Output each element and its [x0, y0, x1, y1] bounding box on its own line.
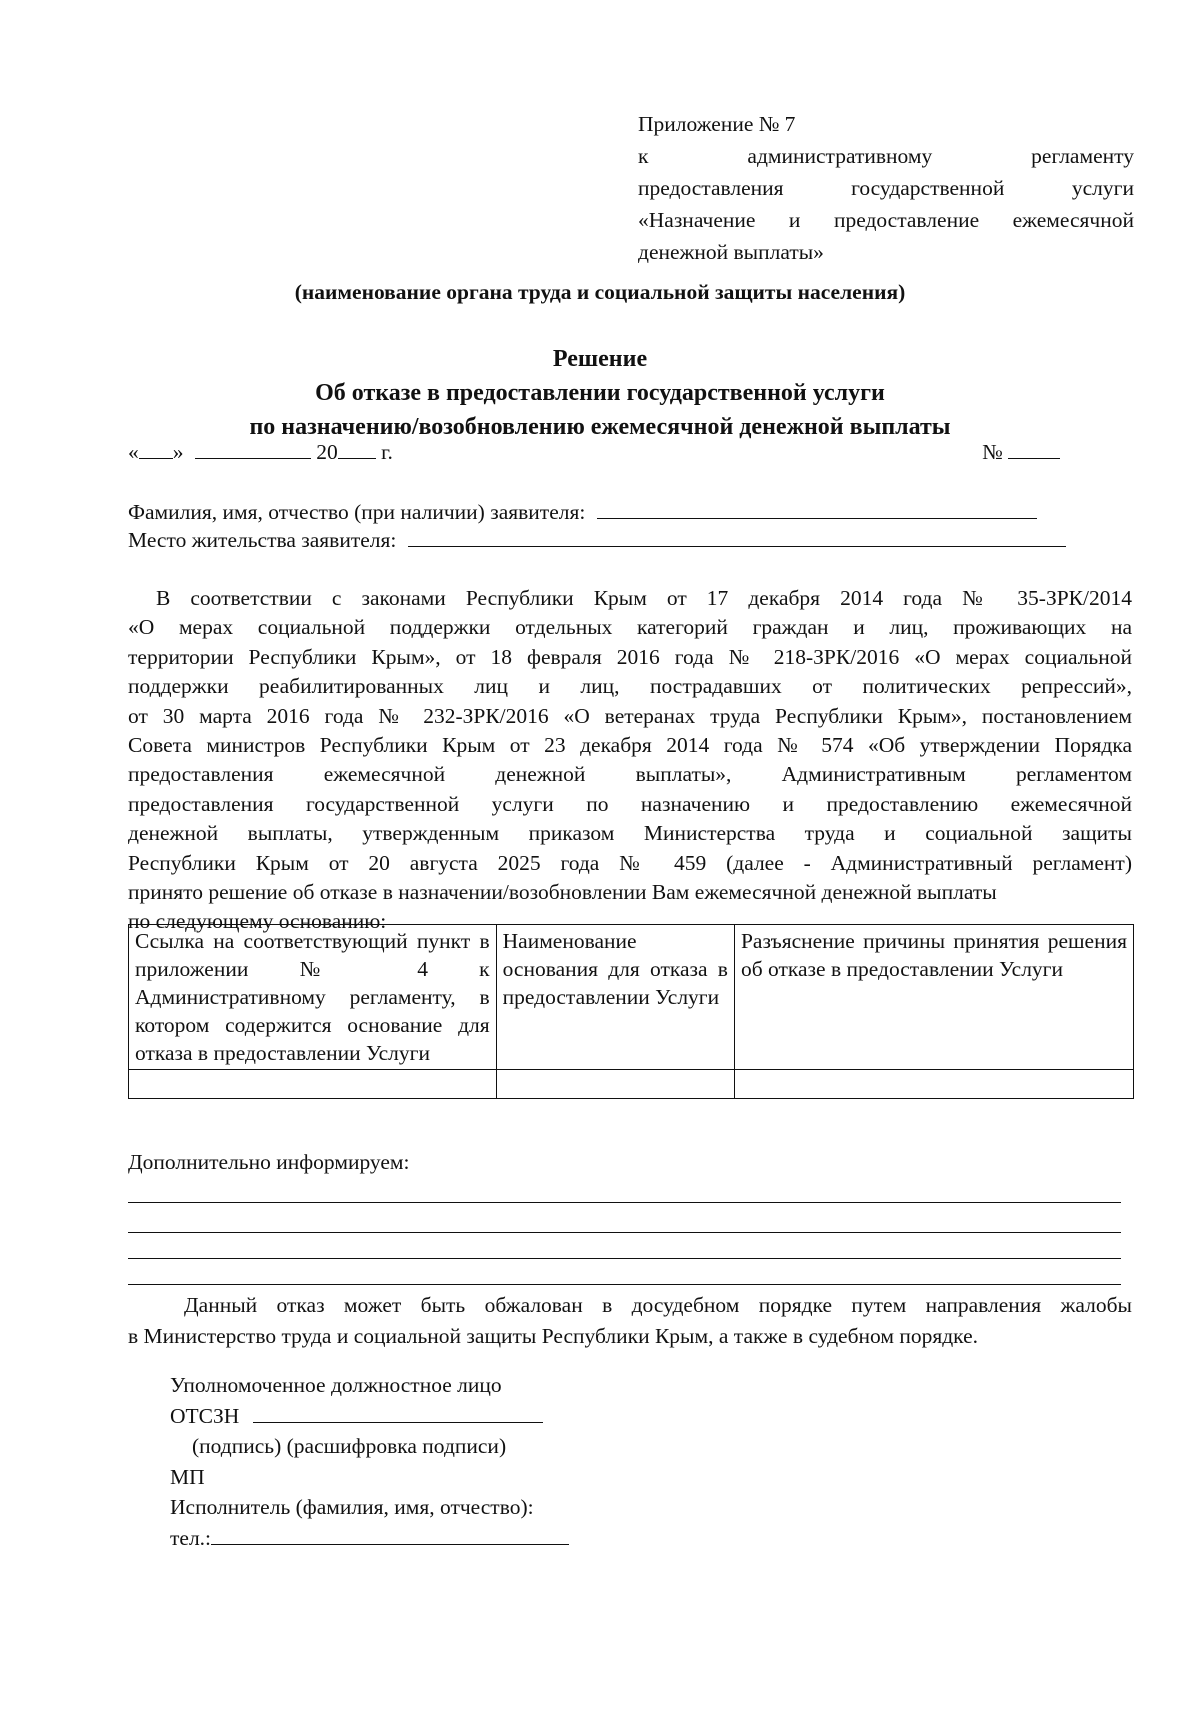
appendix-line-2: к административному регламенту — [638, 144, 1134, 168]
otszn-row — [170, 1401, 569, 1432]
applicant-fio-blank — [597, 500, 1037, 519]
executor-label: Исполнитель (фамилия, имя, отчество): — [170, 1495, 534, 1519]
title-line-2: Об отказе в предоставлении государственной услуги — [315, 380, 885, 406]
official-label: Уполномоченное должностное лицо — [170, 1373, 502, 1397]
title-line-1: Решение — [552, 346, 648, 372]
additional-info-line — [128, 1232, 1121, 1233]
additional-info-line — [128, 1202, 1121, 1203]
phone-row — [170, 1523, 569, 1554]
number-sign: № — [982, 440, 1003, 464]
appendix-line-4: «Назначение и предоставление ежемесячной — [638, 208, 1134, 232]
signature-caption: (подпись) (расшифровка подписи) — [192, 1434, 507, 1458]
decision-number-field — [982, 438, 1060, 465]
phone-label: тел.: — [170, 1525, 212, 1550]
appeal-notice — [128, 1290, 1132, 1352]
appendix-line-1: Приложение № 7 — [638, 112, 796, 136]
phone-blank — [211, 1526, 569, 1545]
table-cell[interactable] — [129, 1070, 497, 1099]
paragraph-line: принято решение об отказе в назначении/возобновлении Вам ежемесячной денежной выплаты — [128, 880, 997, 905]
appendix-header — [638, 108, 1134, 268]
paragraph-line: от 30 марта 2016 года № 232-ЗРК/2016 «О ветеранах труда Республики Крым», постановлением — [128, 703, 1132, 728]
stamp-label: МП — [170, 1464, 205, 1489]
year-prefix: 20 — [316, 440, 338, 464]
table-header-row — [129, 925, 1134, 1070]
applicant-fio-row — [128, 500, 1118, 528]
header-reference-point: Ссылка на соответствующий пункт в приложении № 4 к Административному регламенту, в котором содержится основание для отказа в предоставлении Услуги — [129, 925, 497, 1070]
additional-info-label: Дополнительно информируем: — [128, 1150, 410, 1174]
appendix-line-3: предоставления государственной услуги — [638, 176, 1134, 200]
appeal-line-2: в Министерство труда и социальной защиты Республики Крым, а также в судебном порядке. — [128, 1324, 979, 1348]
applicant-fio-label: Фамилия, имя, отчество (при наличии) заявителя: — [128, 500, 586, 524]
table-row — [129, 1070, 1134, 1099]
quote-close: » — [172, 440, 184, 464]
paragraph-line: «О мерах социальной поддержки отдельных категорий граждан и лиц, проживающих на — [128, 615, 1132, 640]
applicant-address-row — [128, 528, 1118, 556]
month-blank — [195, 438, 311, 459]
signature-blank — [253, 1404, 543, 1423]
applicant-address-label: Место жительства заявителя: — [128, 528, 397, 552]
day-blank — [139, 438, 173, 459]
applicant-address-blank — [408, 528, 1066, 547]
title-line-3: по назначению/возобновлению ежемесячной денежной выплаты — [249, 414, 951, 440]
organ-name-caption: (наименование органа труда и социальной защиты населения) — [294, 280, 906, 304]
additional-info-line — [128, 1258, 1121, 1259]
header-refusal-explanation: Разъяснение причины принятия решения об отказе в предоставлении Услуги — [734, 925, 1133, 1070]
date-number-row — [128, 438, 1060, 472]
appendix-line-5: денежной выплаты» — [638, 240, 824, 264]
signature-block — [170, 1370, 569, 1553]
legal-basis-paragraph — [128, 584, 1132, 937]
otszn-label: ОТСЗН — [170, 1403, 240, 1428]
year-blank — [338, 438, 376, 459]
paragraph-line: территории Республики Крым», от 18 февраля 2016 года № 218-ЗРК/2016 «О мерах социальной — [128, 644, 1132, 669]
paragraph-line: поддержки реабилитированных лиц и лиц, пострадавших от политических репрессий», — [128, 674, 1132, 699]
paragraph-line: по следующему основанию: — [128, 909, 387, 934]
paragraph-line: предоставления государственной услуги по назначению и предоставлению ежемесячной — [128, 791, 1132, 816]
number-blank — [1008, 438, 1060, 459]
paragraph-line: Совета министров Республики Крым от 23 декабря 2014 года № 574 «Об утверждении Порядка — [128, 733, 1132, 758]
additional-info-line — [128, 1284, 1121, 1285]
paragraph-line: Республики Крым от 20 августа 2025 года № 459 (далее - Административный регламент) — [128, 850, 1132, 875]
table-cell[interactable] — [734, 1070, 1133, 1099]
quote-open: « — [128, 440, 139, 464]
year-suffix: г. — [381, 440, 393, 464]
document-title — [0, 342, 1200, 444]
paragraph-line: денежной выплаты, утвержденным приказом Министерства труда и социальной защиты — [128, 821, 1132, 846]
appeal-line-1: Данный отказ может быть обжалован в досудебном порядке путем направления жалобы — [184, 1293, 1132, 1317]
date-field — [128, 438, 393, 465]
refusal-reasons-table — [128, 924, 1134, 1099]
header-refusal-ground: Наименование основания для отказа в предоставлении Услуги — [496, 925, 734, 1070]
table-cell[interactable] — [496, 1070, 734, 1099]
paragraph-line: предоставления ежемесячной денежной выплаты», Административным регламентом — [128, 762, 1132, 787]
paragraph-line: В соответствии с законами Республики Крым от 17 декабря 2014 года № 35-ЗРК/2014 — [156, 586, 1132, 610]
